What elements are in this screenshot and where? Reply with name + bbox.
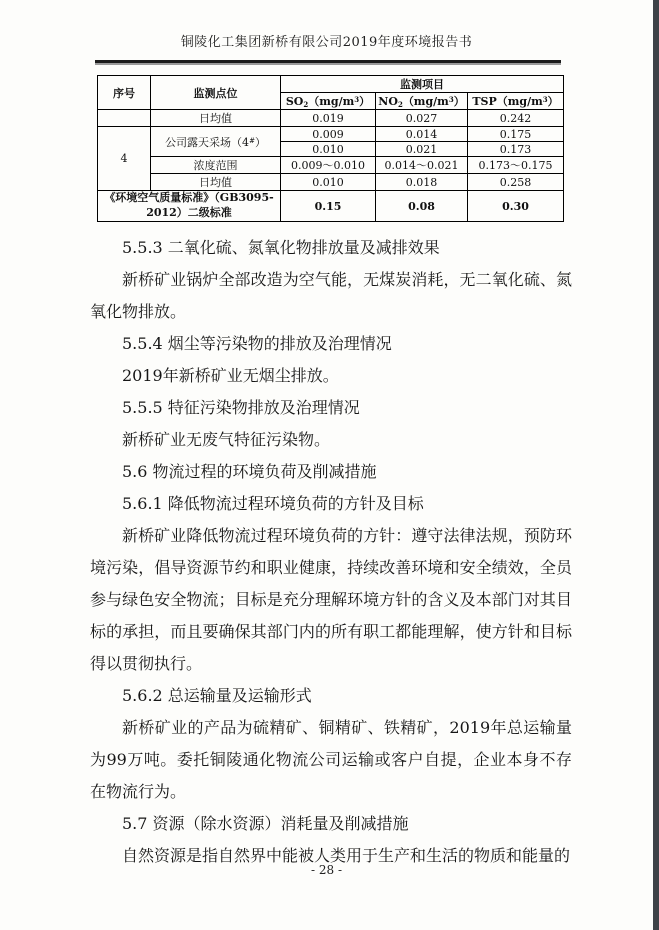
heading-5-5-3: 5.5.3 二氧化硫、氮氧化物排放量及减排效果 xyxy=(122,238,440,257)
tsp-standard-value: 0.30 xyxy=(468,191,564,222)
table-row xyxy=(98,157,564,174)
tsp-value: 0.175 xyxy=(468,127,564,142)
site-cell: 日均值 xyxy=(151,110,281,127)
site-name-close: ） xyxy=(254,135,266,149)
table-row xyxy=(98,110,564,127)
site-cell: 日均值 xyxy=(151,174,281,191)
so2-value: 0.009 xyxy=(281,127,376,142)
no2-unit: （mg/m xyxy=(402,95,449,108)
tsp-symbol: TSP xyxy=(472,95,497,108)
no2-subscript: 2 xyxy=(397,100,403,109)
col-header-site: 监测点位 xyxy=(151,76,281,110)
standard-label: 《环境空气质量标准》（GB3095-2012）二级标准 xyxy=(98,191,281,222)
body-text-block xyxy=(90,232,572,872)
col-header-so2 xyxy=(281,93,376,110)
page-right-edge-shadow xyxy=(653,0,659,930)
header-divider-rule xyxy=(95,60,561,65)
so2-subscript: 2 xyxy=(303,100,309,109)
table-row xyxy=(98,174,564,191)
table-standard-row xyxy=(98,191,564,222)
so2-unit-close: ） xyxy=(359,95,371,108)
tsp-value: 0.258 xyxy=(468,174,564,191)
no2-unit-exponent: 3 xyxy=(448,95,454,104)
tsp-value: 0.242 xyxy=(468,110,564,127)
heading-5-5-4: 5.5.4 烟尘等污染物的排放及治理情况 xyxy=(122,334,392,353)
table-header-row-1 xyxy=(98,76,564,93)
document-header-title: 铜陵化工集团新桥有限公司2019年度环境报告书 xyxy=(180,35,473,50)
col-header-seq: 序号 xyxy=(98,76,151,110)
heading-5-7: 5.7 资源（除水资源）消耗量及削减措施 xyxy=(122,814,409,833)
so2-value: 0.010 xyxy=(281,174,376,191)
no2-unit-close: ） xyxy=(453,95,465,108)
so2-unit: （mg/m xyxy=(308,95,355,108)
no2-standard-value: 0.08 xyxy=(376,191,468,222)
tsp-unit-exponent: 3 xyxy=(542,95,548,104)
so2-value: 0.010 xyxy=(281,142,376,157)
so2-unit-exponent: 3 xyxy=(354,95,360,104)
tsp-value: 0.173 xyxy=(468,142,564,157)
site-cell: 浓度范围 xyxy=(151,157,281,174)
tsp-value: 0.173～0.175 xyxy=(468,157,564,174)
site-cell-open-pit xyxy=(151,127,281,157)
col-header-no2 xyxy=(376,93,468,110)
no2-value: 0.018 xyxy=(376,174,468,191)
heading-5-6-2: 5.6.2 总运输量及运输形式 xyxy=(122,686,312,705)
so2-symbol: SO xyxy=(285,95,304,108)
site-name: 公司露天采场（4 xyxy=(165,135,250,149)
no2-symbol: NO xyxy=(378,95,398,108)
so2-value: 0.009～0.010 xyxy=(281,157,376,174)
tsp-unit: （mg/m xyxy=(496,95,543,108)
no2-value: 0.027 xyxy=(376,110,468,127)
so2-standard-value: 0.15 xyxy=(281,191,376,222)
col-header-tsp xyxy=(468,93,564,110)
table-row xyxy=(98,127,564,142)
no2-value: 0.014 xyxy=(376,127,468,142)
paragraph-5-5-3: 新桥矿业锅炉全部改造为空气能，无煤炭消耗，无二氧化硫、氮氧化物排放。 xyxy=(90,270,572,321)
tsp-unit-close: ） xyxy=(547,95,559,108)
heading-5-6-1: 5.6.1 降低物流过程环境负荷的方针及目标 xyxy=(122,494,424,513)
no2-value: 0.014～0.021 xyxy=(376,157,468,174)
no2-value: 0.021 xyxy=(376,142,468,157)
so2-value: 0.019 xyxy=(281,110,376,127)
seq-cell: 4 xyxy=(98,127,151,191)
paragraph-5-7: 自然资源是指自然界中能被人类用于生产和生活的物质和能量的 xyxy=(122,846,571,865)
air-quality-monitoring-table xyxy=(97,75,564,222)
site-number-mark: # xyxy=(249,136,255,145)
page-number: - 28 - xyxy=(310,863,342,877)
paragraph-5-5-4: 2019年新桥矿业无烟尘排放。 xyxy=(122,366,339,385)
paragraph-5-6-1: 新桥矿业降低物流过程环境负荷的方针：遵守法律法规，预防环境污染，倡导资源节约和职业健康，持续改善环境和安全绩效，全员参与绿色安全物流；目标是充分理解环境方针的含义及本部门对其目标的承担，而且要确保其部门内的所有职工都能理解，使方针和目标得以贯彻执行。 xyxy=(90,526,572,673)
col-header-project-group: 监测项目 xyxy=(281,76,564,93)
heading-5-5-5: 5.5.5 特征污染物排放及治理情况 xyxy=(122,398,360,417)
paragraph-5-6-2: 新桥矿业的产品为硫精矿、铜精矿、铁精矿，2019年总运输量为99万吨。委托铜陵通化物流公司运输或客户自提，企业本身不存在物流行为。 xyxy=(90,718,572,801)
heading-5-6: 5.6 物流过程的环境负荷及削减措施 xyxy=(122,462,377,481)
seq-cell-empty xyxy=(98,110,151,127)
paragraph-5-5-5: 新桥矿业无废气特征污染物。 xyxy=(122,430,331,449)
